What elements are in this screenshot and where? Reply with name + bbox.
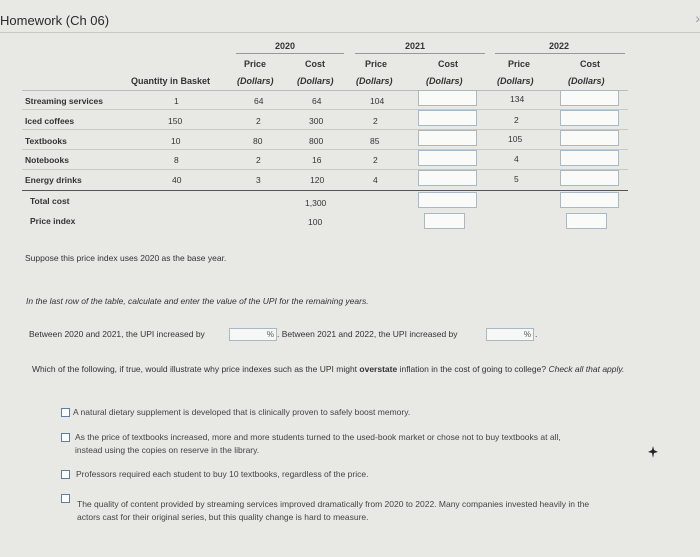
year-2022: 2022: [549, 41, 570, 51]
upi-period: .: [535, 329, 538, 339]
price-2022-streaming: 134: [510, 94, 525, 104]
upi-2020-2021-input[interactable]: %: [229, 328, 277, 341]
cost-2022-iced-coffees-input[interactable]: [560, 110, 619, 126]
price-2020-textbooks: 80: [253, 136, 263, 146]
year-2020-rule: [236, 53, 344, 54]
header-cost-2020: Cost: [305, 59, 325, 69]
price-index-2021-input[interactable]: [424, 213, 465, 229]
option-4-line-1: The quality of content provided by streaming services improved dramatically from 2020 to 2022. Many companies invested heavily in the: [77, 499, 590, 509]
row-label-notebooks: Notebooks: [25, 155, 69, 165]
question-text: [32, 363, 672, 375]
header-cost-2022: Cost: [580, 59, 600, 69]
header-cost-2021: Cost: [438, 59, 458, 69]
cost-2020-streaming: 64: [312, 96, 322, 106]
option-4-text: [77, 498, 589, 524]
question-start: Which of the following, if true, would illustrate why price indexes such as the UPI might: [32, 364, 360, 374]
year-2021-rule: [355, 53, 485, 54]
price-2021-notebooks: 2: [373, 155, 378, 165]
price-2021-textbooks: 85: [370, 136, 380, 146]
header-price-2021: Price: [365, 59, 388, 69]
price-2021-streaming: 104: [370, 96, 385, 106]
option-4-checkbox[interactable]: [61, 494, 70, 503]
total-cost-2022-input[interactable]: [560, 192, 619, 208]
price-2020-iced-coffees: 2: [256, 116, 261, 126]
price-2020-streaming: 64: [254, 96, 264, 106]
row-label-textbooks: Textbooks: [25, 136, 67, 146]
qty-iced-coffees: 150: [168, 116, 183, 126]
header-price-unit-2022: (Dollars): [497, 76, 534, 86]
qty-notebooks: 8: [174, 155, 179, 165]
header-price-unit-2020: (Dollars): [237, 76, 274, 86]
qty-streaming: 1: [174, 96, 179, 106]
cost-2021-energy-drinks-input[interactable]: [418, 170, 477, 186]
cost-2020-textbooks: 800: [309, 136, 324, 146]
option-1-text: A natural dietary supplement is developed that is clinically proven to safely boost memory.: [73, 407, 411, 417]
cost-2022-energy-drinks-input[interactable]: [560, 170, 619, 186]
header-cost-unit-2022: (Dollars): [568, 76, 605, 86]
year-2021: 2021: [405, 41, 426, 51]
total-cost-2020: 1,300: [305, 198, 327, 208]
price-2021-energy-drinks: 4: [373, 175, 378, 185]
price-index-2022-input[interactable]: [566, 213, 607, 229]
row-label-iced-coffees: Iced coffees: [25, 116, 75, 126]
total-cost-label: Total cost: [30, 196, 70, 206]
cost-2021-streaming-input[interactable]: [418, 90, 477, 106]
question-end: inflation in the cost of going to college?: [397, 364, 547, 374]
upi-2020-2021-label: Between 2020 and 2021, the UPI increased by: [29, 329, 205, 339]
row-divider: [22, 129, 628, 130]
price-index-label: Price index: [30, 216, 76, 226]
cost-2022-notebooks-input[interactable]: [560, 150, 619, 166]
option-2-text: [75, 431, 561, 457]
header-price-2022: Price: [508, 59, 531, 69]
row-label-streaming: Streaming services: [25, 96, 103, 106]
base-year-note: Suppose this price index uses 2020 as the base year.: [25, 253, 227, 263]
option-4-line-2: actors cast for their original series, but this quality change is hard to measure.: [77, 512, 369, 522]
price-index-2020: 100: [308, 217, 323, 227]
question-check: Check all that apply.: [548, 364, 625, 374]
option-2-line-2: instead using the copies on reserve in the library.: [75, 445, 260, 455]
cost-2020-iced-coffees: 300: [309, 116, 324, 126]
mouse-cursor-icon: [648, 446, 658, 458]
option-3-text: Professors required each student to buy 10 textbooks, regardless of the price.: [76, 469, 369, 479]
price-2022-iced-coffees: 2: [514, 115, 519, 125]
header-divider: [22, 90, 628, 91]
cost-2022-textbooks-input[interactable]: [560, 130, 619, 146]
header-quantity: Quantity in Basket: [131, 76, 211, 86]
cost-2021-notebooks-input[interactable]: [418, 150, 477, 166]
year-2020: 2020: [275, 41, 296, 51]
price-2022-energy-drinks: 5: [514, 174, 519, 184]
cost-2020-energy-drinks: 120: [310, 175, 325, 185]
year-2022-rule: [495, 53, 625, 54]
cost-2021-textbooks-input[interactable]: [418, 130, 477, 146]
chevron-right-icon[interactable]: ›: [695, 10, 700, 26]
totals-divider: [22, 190, 628, 191]
cost-2022-streaming-input[interactable]: [560, 90, 619, 106]
price-2020-energy-drinks: 3: [256, 175, 261, 185]
option-2-line-1: As the price of textbooks increased, more and more students turned to the used-book market or chose not to buy textbooks at all,: [75, 432, 561, 442]
option-1-checkbox[interactable]: [61, 408, 70, 417]
qty-energy-drinks: 40: [172, 175, 182, 185]
cost-2021-iced-coffees-input[interactable]: [418, 110, 477, 126]
total-cost-2021-input[interactable]: [418, 192, 477, 208]
qty-textbooks: 10: [171, 136, 181, 146]
cost-2020-notebooks: 16: [312, 155, 322, 165]
row-divider: [22, 169, 628, 170]
row-divider: [22, 149, 628, 150]
price-2022-textbooks: 105: [508, 134, 523, 144]
question-bold: overstate: [359, 364, 398, 374]
header-price-2020: Price: [244, 59, 267, 69]
title-divider: [0, 32, 700, 33]
window-title: Homework (Ch 06): [0, 13, 110, 28]
option-2-checkbox[interactable]: [61, 433, 70, 442]
header-cost-unit-2020: (Dollars): [297, 76, 334, 86]
row-label-energy-drinks: Energy drinks: [25, 175, 82, 185]
header-cost-unit-2021: (Dollars): [426, 76, 463, 86]
upi-2021-2022-label: . Between 2021 and 2022, the UPI increased by: [277, 329, 458, 339]
row-divider: [22, 109, 628, 110]
instruction-text: In the last row of the table, calculate and enter the value of the UPI for the remaining years.: [26, 296, 369, 306]
header-price-unit-2021: (Dollars): [356, 76, 393, 86]
price-2020-notebooks: 2: [256, 155, 261, 165]
option-3-checkbox[interactable]: [61, 470, 70, 479]
upi-2021-2022-input[interactable]: %: [486, 328, 534, 341]
price-2022-notebooks: 4: [514, 154, 519, 164]
price-2021-iced-coffees: 2: [373, 116, 378, 126]
